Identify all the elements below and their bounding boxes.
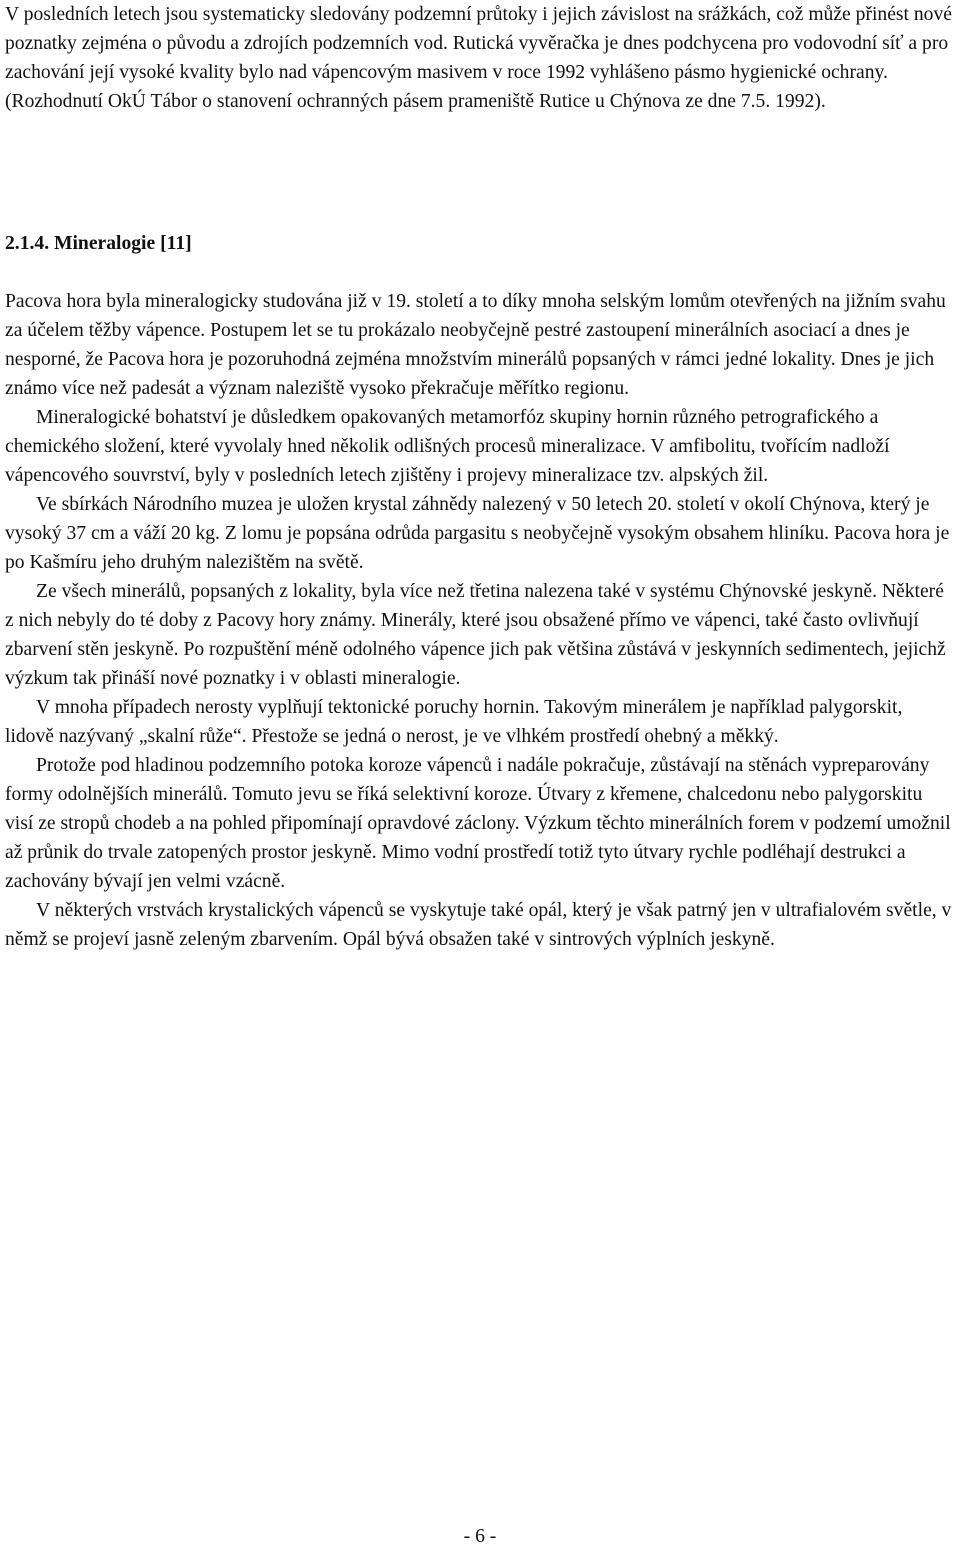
body-paragraph: Protože pod hladinou podzemního potoka koroze vápenců i nadále pokračuje, zůstávají na stěnách vypreparovány formy odolnějších minerálů. Tomuto jevu se říká selektivní koroze. Útvary z křemene, chalcedonu nebo palygorskitu visí ze stropů chodeb a na pohled připomínají opravdové záclony. Výzkum těchto minerálních forem v podzemí umožnil až průnik do trvale zatopených prostor jeskyně. Mimo vodní prostředí totiž tyto útvary rychle podléhají destrukci a zachovány bývají jen velmi vzácně. — [5, 755, 951, 892]
body-paragraph: V některých vrstvách krystalických vápenců se vyskytuje také opál, který je však patrný jen v ultrafialovém světle, v němž se projeví jasně zeleným zbarvením. Opál bývá obsažen také v sintrových výplních jeskyně. — [5, 900, 952, 950]
body-paragraph: Ze všech minerálů, popsaných z lokality, byla více než třetina nalezena také v systému Chýnovské jeskyně. Některé z nich nebyly do té doby z Pacovy hory známy. Minerály, které jsou obsažené přímo ve vápenci, také často ovlivňují zbarvení stěn jeskyně. Po rozpuštění méně odolného vápence jich pak většina zůstává v jeskynních sedimentech, jejichž výzkum tak přináší nové poznatky i v oblasti mineralogie. — [5, 581, 946, 689]
section-heading: 2.1.4. Mineralogie [11] — [5, 233, 192, 254]
page-number: - 6 - — [463, 1526, 497, 1547]
body-paragraph: Pacova hora byla mineralogicky studována již v 19. století a to díky mnoha selským lomům otevřených na jižním svahu za účelem těžby vápence. Postupem let se tu prokázalo neobyčejně pestré zastoupení minerálních asociací a dnes je nesporné, že Pacova hora je pozoruhodná zejména množstvím minerálů popsaných v rámci jedné lokality. Dnes je jich známo více než padesát a význam naleziště vysoko překračuje měřítko regionu. — [5, 291, 946, 399]
body-paragraph: V mnoha případech nerosty vyplňují tektonické poruchy hornin. Takovým minerálem je například palygorskit, lidově nazývaný „skalní růže“. Přestože se jedná o nerost, je ve vlhkém prostředí ohebný a měkký. — [5, 697, 903, 747]
body-paragraph: Mineralogické bohatství je důsledkem opakovaných metamorfóz skupiny hornin různého petrografického a chemického složení, které vyvolaly hned několik odlišných procesů mineralizace. V amfibolitu, tvořícím nadloží vápencového souvrství, byly v posledních letech zjištěny i projevy mineralizace tzv. alpských žil. — [5, 407, 890, 486]
intro-paragraph: V posledních letech jsou systematicky sledovány podzemní průtoky i jejich závislost na srážkách, což může přinést nové poznatky zejména o původu a zdrojích podzemních vod. Rutická vyvěračka je dnes podchycena pro vodovodní síť a pro zachování její vysoké kvality bylo nad vápencovým masivem v roce 1992 vyhlášeno pásmo hygienické ochrany. (Rozhodnutí OkÚ Tábor o stanovení ochranných pásem prameniště Rutice u Chýnova ze dne 7.5. 1992). — [5, 4, 952, 112]
section-body — [5, 287, 955, 954]
body-paragraph: Ve sbírkách Národního muzea je uložen krystal záhnědy nalezený v 50 letech 20. století v okolí Chýnova, který je vysoký 37 cm a váží 20 kg. Z lomu je popsána odrůda pargasitu s neobyčejně vysokým obsahem hliníku. Pacova hora je po Kašmíru jeho druhým nalezištěm na světě. — [5, 494, 950, 573]
